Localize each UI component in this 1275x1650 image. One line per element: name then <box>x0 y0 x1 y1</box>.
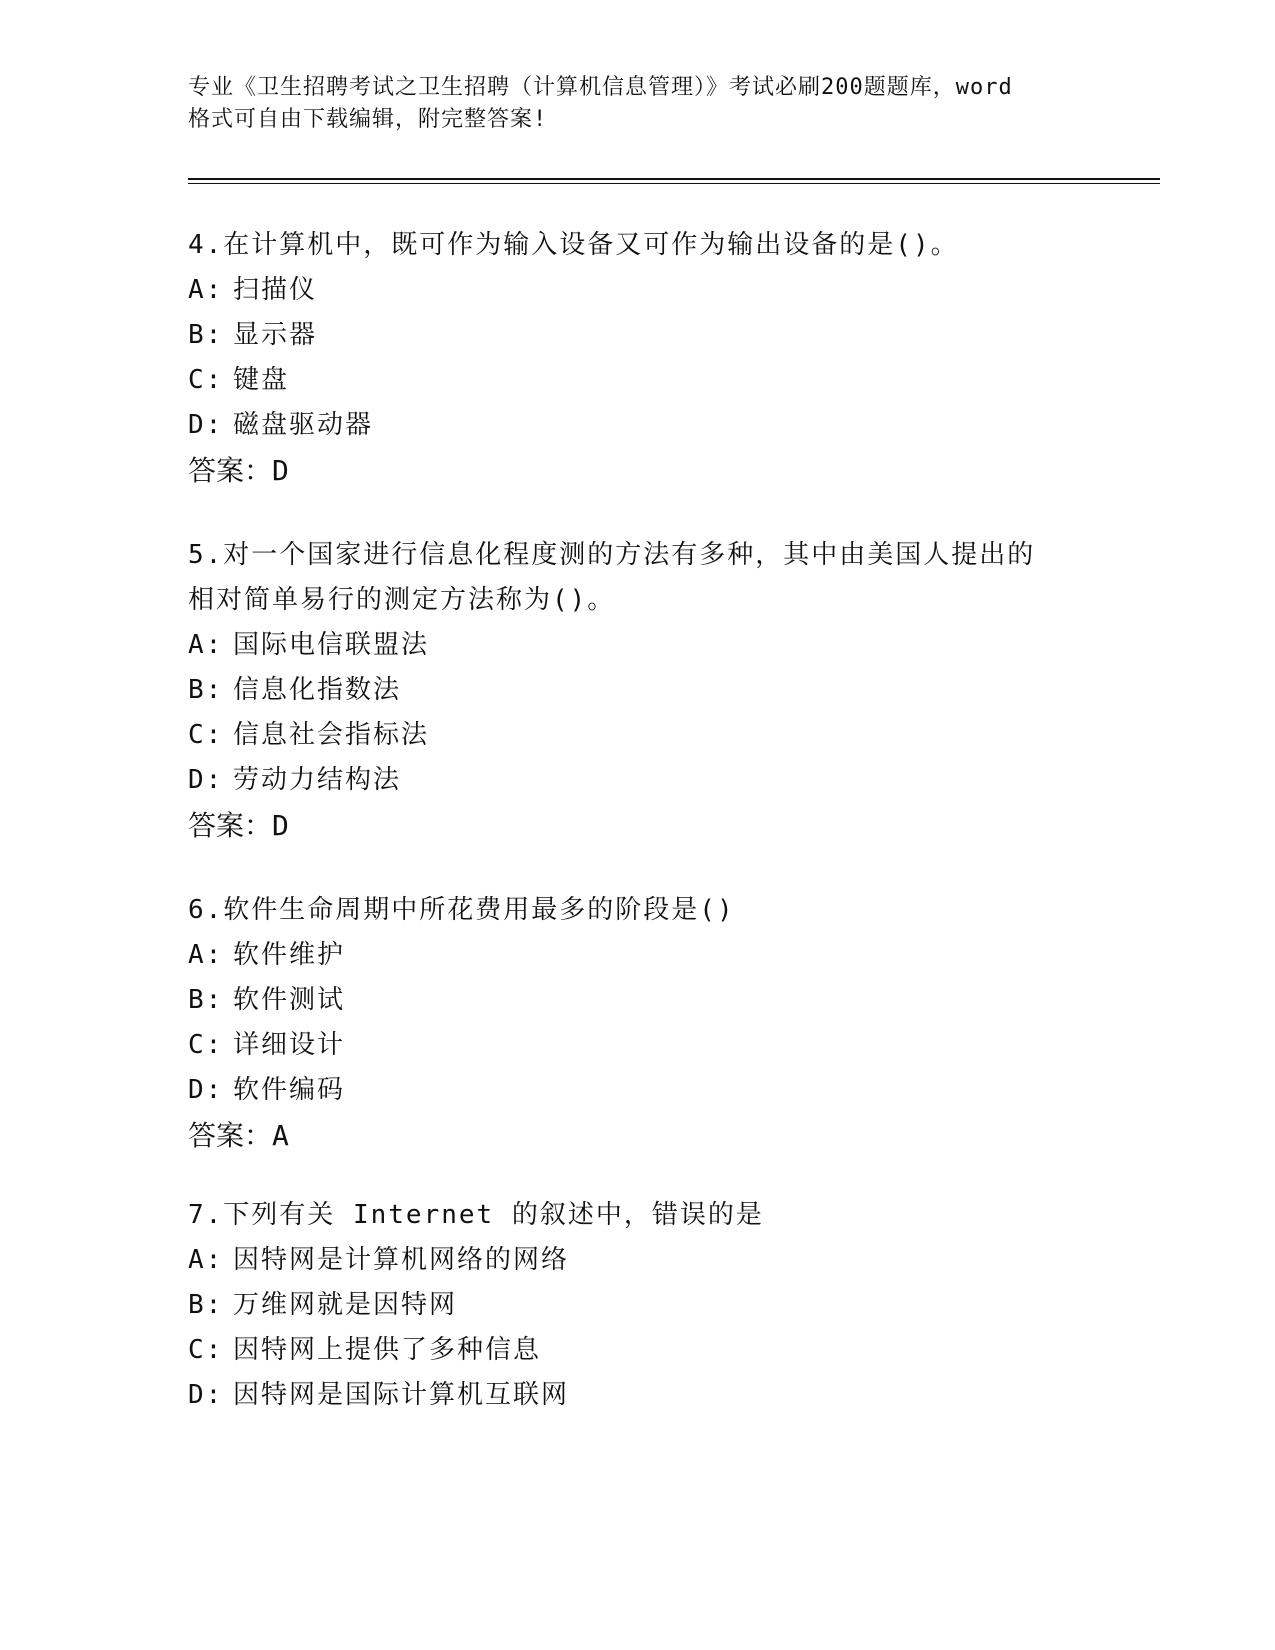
question-5 <box>188 533 1088 848</box>
option-letter: B: <box>188 320 224 350</box>
question-6 <box>188 888 1088 1158</box>
option-a <box>188 268 1088 313</box>
header-line-1: 专业《卫生招聘考试之卫生招聘（计算机信息管理）》考试必刷200题题库，word <box>188 75 1013 100</box>
option-a <box>188 623 1088 668</box>
option-d <box>188 1068 1088 1113</box>
option-d <box>188 1373 1088 1418</box>
question-text-line-1: 5.对一个国家进行信息化程度测的方法有多种，其中由美国人提出的 <box>188 540 1036 570</box>
question-7 <box>188 1193 1088 1418</box>
answer-label: 答案： <box>188 1119 273 1152</box>
option-text: 软件测试 <box>233 985 346 1015</box>
option-letter: B: <box>188 675 224 705</box>
option-text: 因特网是计算机网络的网络 <box>233 1245 570 1275</box>
header-divider <box>188 178 1160 184</box>
option-letter: A: <box>188 275 224 305</box>
option-c <box>188 358 1088 403</box>
option-b <box>188 978 1088 1023</box>
question-text: 7.下列有关 Internet 的叙述中，错误的是 <box>188 1200 764 1230</box>
answer-value: D <box>272 454 289 487</box>
option-b <box>188 313 1088 358</box>
option-d <box>188 758 1088 803</box>
option-text: 扫描仪 <box>233 275 318 305</box>
answer-label: 答案： <box>188 809 273 842</box>
option-letter: A: <box>188 630 224 660</box>
answer-line <box>188 1113 1088 1158</box>
option-a <box>188 1238 1088 1283</box>
answer-value: A <box>272 1119 289 1152</box>
option-text: 因特网是国际计算机互联网 <box>233 1380 570 1410</box>
option-b <box>188 668 1088 713</box>
option-text: 信息社会指标法 <box>233 720 430 750</box>
option-a <box>188 933 1088 978</box>
answer-line <box>188 448 1088 493</box>
option-letter: D: <box>188 765 224 795</box>
question-text: 4.在计算机中，既可作为输入设备又可作为输出设备的是()。 <box>188 230 959 260</box>
question-4 <box>188 223 1088 493</box>
option-letter: D: <box>188 410 224 440</box>
option-d <box>188 403 1088 448</box>
answer-value: D <box>272 809 289 842</box>
answer-line <box>188 803 1088 848</box>
option-text: 磁盘驱动器 <box>233 410 374 440</box>
option-c <box>188 713 1088 758</box>
option-text: 劳动力结构法 <box>233 765 402 795</box>
option-text: 显示器 <box>233 320 318 350</box>
option-letter: D: <box>188 1075 224 1105</box>
question-text-line-2: 相对简单易行的测定方法称为()。 <box>188 585 616 615</box>
option-text: 国际电信联盟法 <box>233 630 430 660</box>
option-letter: B: <box>188 985 224 1015</box>
option-letter: A: <box>188 1245 224 1275</box>
option-b <box>188 1283 1088 1328</box>
option-letter: D: <box>188 1380 224 1410</box>
option-text: 详细设计 <box>233 1030 346 1060</box>
option-text: 键盘 <box>233 365 290 395</box>
option-text: 信息化指数法 <box>233 675 402 705</box>
option-letter: C: <box>188 365 224 395</box>
option-letter: B: <box>188 1290 224 1320</box>
option-letter: C: <box>188 720 224 750</box>
option-text: 软件编码 <box>233 1075 346 1105</box>
option-text: 软件维护 <box>233 940 346 970</box>
document-header <box>188 72 1088 136</box>
option-text: 万维网就是因特网 <box>233 1290 458 1320</box>
option-c <box>188 1328 1088 1373</box>
question-text: 6.软件生命周期中所花费用最多的阶段是() <box>188 895 735 925</box>
header-line-2: 格式可自由下载编辑，附完整答案! <box>188 107 548 132</box>
option-letter: C: <box>188 1030 224 1060</box>
option-c <box>188 1023 1088 1068</box>
option-letter: A: <box>188 940 224 970</box>
answer-label: 答案： <box>188 454 273 487</box>
option-text: 因特网上提供了多种信息 <box>233 1335 542 1365</box>
option-letter: C: <box>188 1335 224 1365</box>
